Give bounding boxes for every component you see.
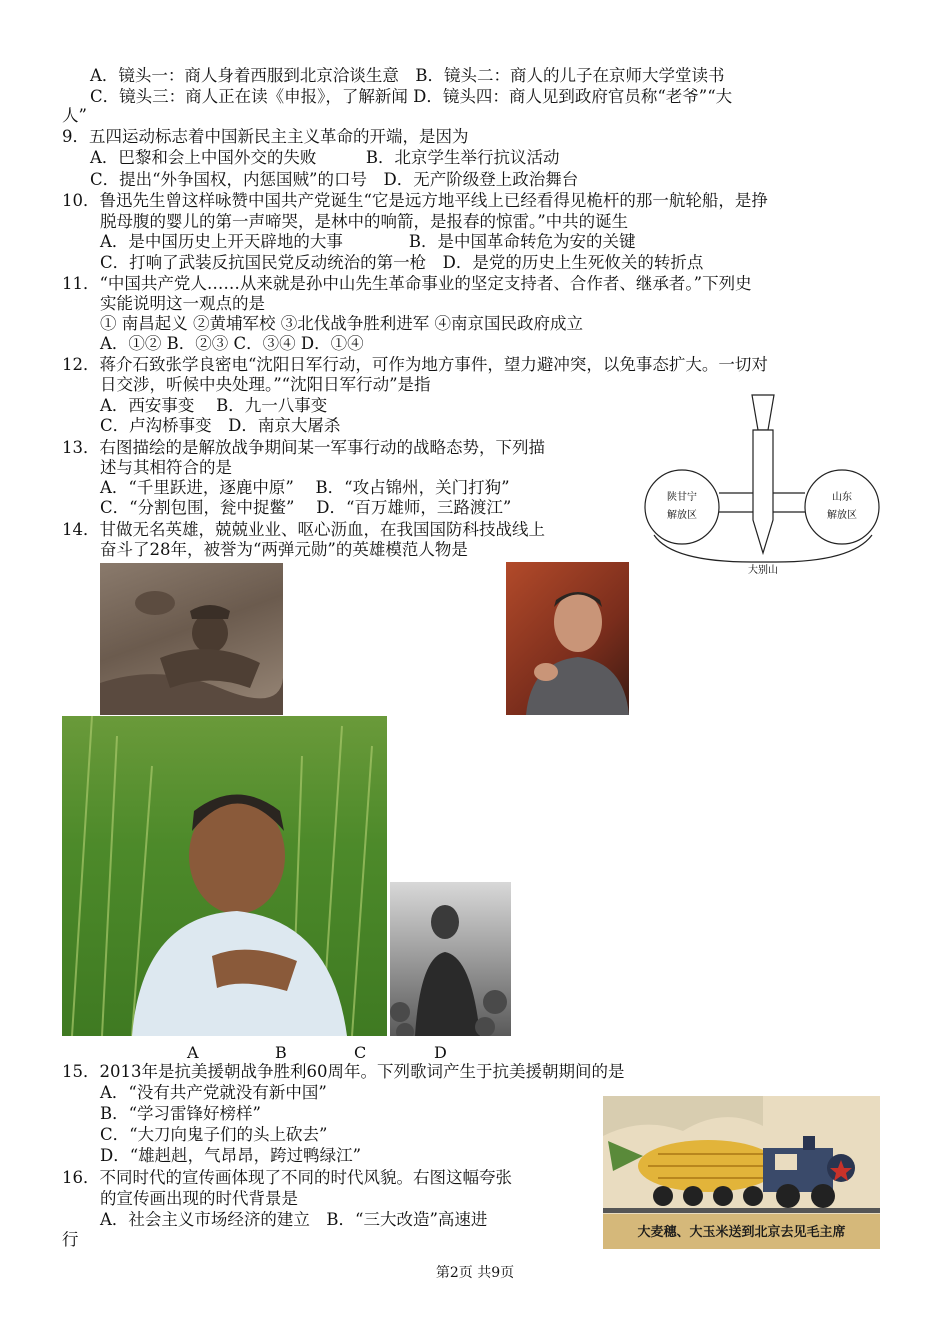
- q15-option-b: B．“学习雷锋好榜样”: [100, 1104, 261, 1123]
- photo-b-man-speaking: [506, 562, 629, 715]
- q16-options-ab: A．社会主义市场经济的建立 B．“三大改造”高速进: [100, 1210, 488, 1229]
- q13-stem-cont: 述与其相符合的是: [100, 458, 232, 477]
- q11-stem: 11．“中国共产党人……从来就是孙中山先生革命事业的坚定支持者、合作者、继承者。”下列史: [62, 274, 752, 293]
- page-footer: 第2页 共9页: [435, 1265, 515, 1281]
- q9-options-ab: A．巴黎和会上中国外交的失败 B．北京学生举行抗议活动: [90, 148, 560, 167]
- q12-stem: 12．蒋介石致张学良密电“沈阳日军行动，可作为地方事件，望力避冲突，以免事态扩大。一切对: [62, 355, 768, 374]
- photo-c-man-in-rice-field: [62, 716, 387, 1036]
- photo-d-man-in-field: [390, 882, 511, 1036]
- q12-stem-cont: 日交涉，听候中央处理。”“沈阳日军行动”是指: [100, 375, 431, 394]
- q11-stem-cont: 实能说明这一观点的是: [100, 294, 265, 313]
- q9-stem: 9．五四运动标志着中国新民主主义革命的开端，是因为: [62, 127, 469, 146]
- q15-option-a: A．“没有共产党就没有新中国”: [100, 1083, 327, 1102]
- q10-stem: 10．鲁迅先生曾这样咏赞中国共产党诞生“它是远方地平线上已经看得见桅杆的那一航轮船，是挣: [62, 191, 768, 210]
- q10-options-cd: C．打响了武装反抗国民党反动统治的第一枪 D．是党的历史上生死攸关的转折点: [100, 253, 704, 272]
- poster-caption: 大麦穗、大玉米送到北京去见毛主席: [637, 1225, 846, 1240]
- q16-stem-cont: 的宣传画出现的时代背景是: [100, 1189, 298, 1208]
- q13-stem: 13．右图描绘的是解放战争期间某一军事行动的战略态势，下列描: [62, 438, 545, 457]
- photo-a-figure-in-mud: [100, 563, 283, 715]
- q15-stem: 15．2013年是抗美援朝战争胜利60周年。下列歌词产生于抗美援朝期间的是: [62, 1062, 625, 1081]
- q15-option-d: D．“雄赳赳，气昂昂，跨过鸭绿江”: [100, 1146, 362, 1165]
- q9-options-cd: C．提出“外争国权，内惩国贼”的口号 D．无产阶级登上政治舞台: [90, 170, 579, 189]
- q11-options: A．①② B．②③ C．③④ D．①④: [100, 334, 364, 353]
- map-label-shandong-sub: 解放区: [827, 510, 857, 521]
- q8-options-cont: 人”: [62, 106, 87, 125]
- q12-options-cd: C．卢沟桥事变 D．南京大屠杀: [100, 416, 341, 435]
- photo-label-b: B: [275, 1043, 287, 1062]
- photo-label-d: D: [434, 1043, 447, 1062]
- q16-stem: 16．不同时代的宣传画体现了不同的时代风貌。右图这幅夸张: [62, 1168, 512, 1187]
- q13-options-cd: C．“分割包围，瓮中捉鳖” D．“百万雄师，三路渡江”: [100, 498, 512, 517]
- photo-label-a: A: [187, 1043, 199, 1062]
- map-label-shaanganning-sub: 解放区: [667, 510, 697, 521]
- q10-options-ab: A．是中国历史上开天辟地的大事 B．是中国革命转危为安的关键: [100, 232, 636, 251]
- q12-options-ab: A．西安事变 B．九一八事变: [100, 396, 328, 415]
- photo-label-c: C: [354, 1043, 367, 1062]
- map-label-shandong: 山东: [832, 492, 852, 503]
- map-label-dabieshan: 大别山: [748, 565, 778, 575]
- q8-options-ab: A．镜头一：商人身着西服到北京洽谈生意 B．镜头二：商人的儿子在京师大学堂读书: [90, 66, 725, 85]
- q10-stem-cont: 脱母腹的婴儿的第一声啼哭，是林中的响箭，是报春的惊雷。”中共的诞生: [100, 212, 629, 231]
- q13-options-ab: A．“千里跃进，逐鹿中原” B．“攻占锦州，关门打狗”: [100, 478, 510, 497]
- q15-option-c: C．“大刀向鬼子们的头上砍去”: [100, 1125, 328, 1144]
- q11-items: ① 南昌起义 ②黄埔军校 ③北伐战争胜利进军 ④南京国民政府成立: [100, 314, 583, 333]
- q16-options-cont: 行: [62, 1230, 79, 1249]
- map-label-shaanganning: 陕甘宁: [667, 492, 697, 503]
- q14-stem: 14．甘做无名英雄，兢兢业业、呕心沥血，在我国国防科技战线上: [62, 520, 545, 539]
- strategic-map-diagram: [642, 390, 887, 575]
- q14-stem-cont: 奋斗了28年，被誉为“两弹元勋”的英雄模范人物是: [100, 540, 468, 559]
- propaganda-poster: [603, 1096, 880, 1249]
- q8-options-cd: C．镜头三：商人正在读《申报》，了解新闻 D．镜头四：商人见到政府官员称“老爷”“大: [90, 87, 733, 106]
